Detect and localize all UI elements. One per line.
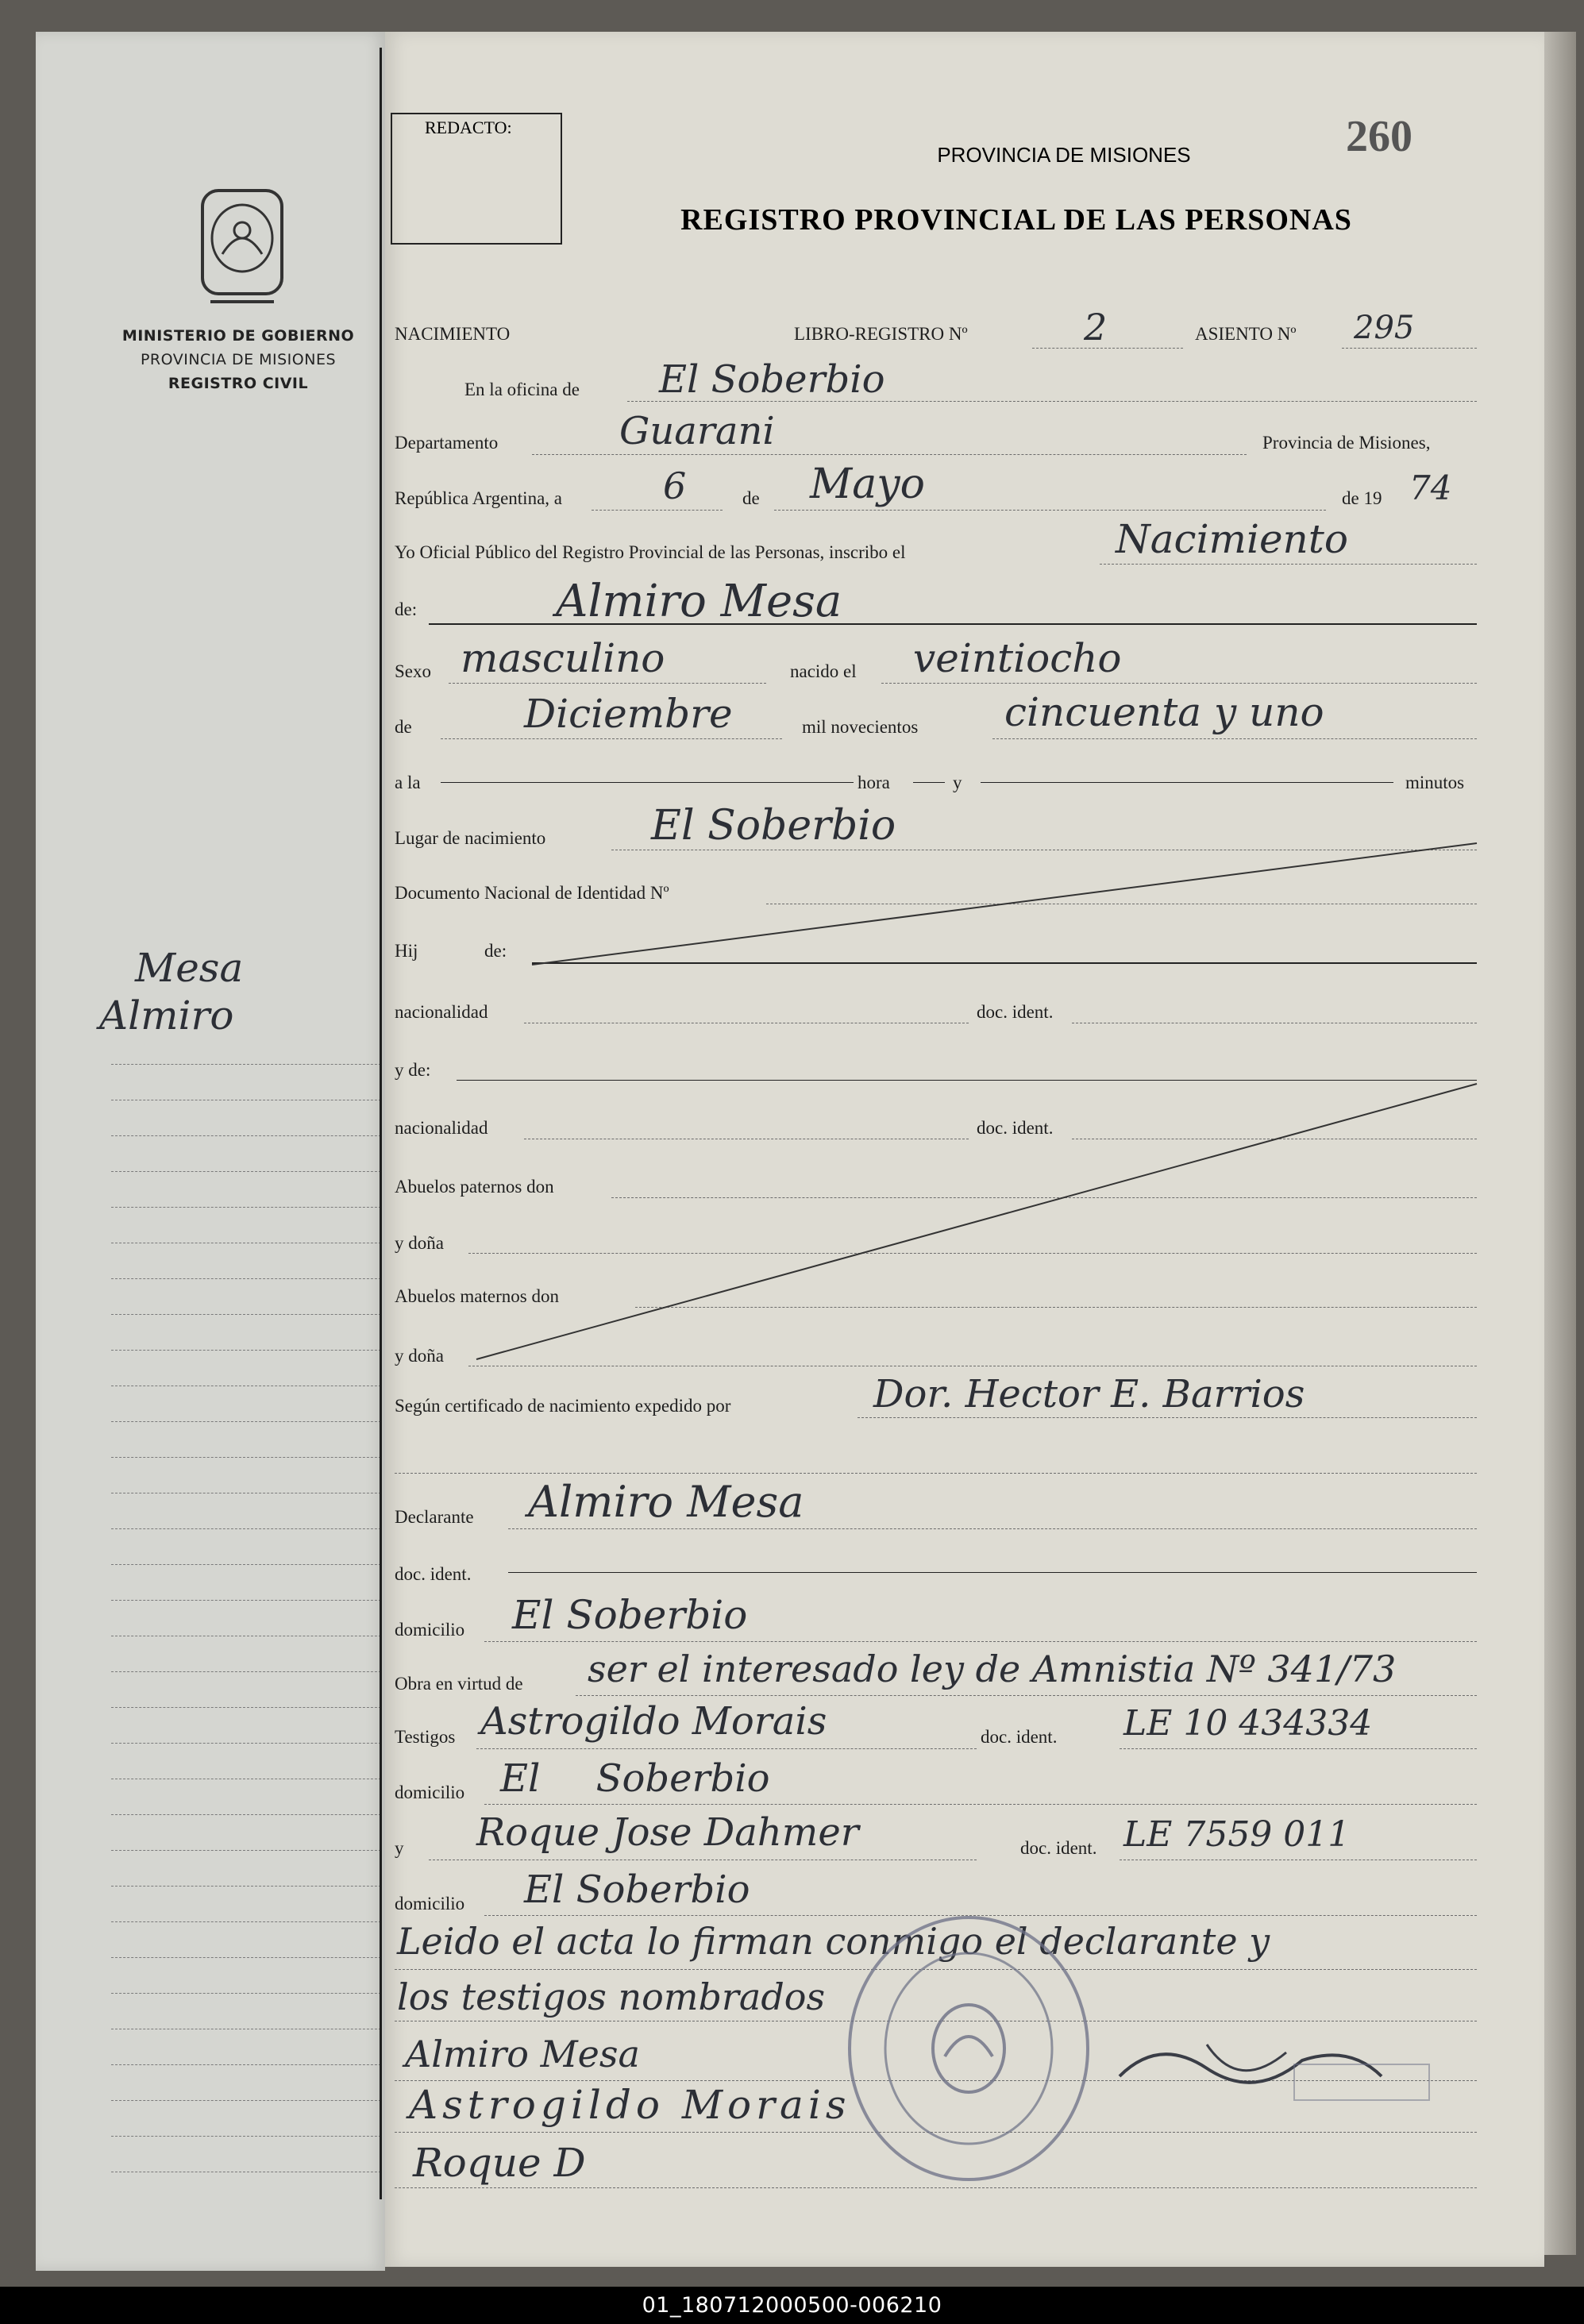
declarante-line — [508, 1528, 1477, 1529]
asiento-value: 295 — [1354, 310, 1415, 346]
ministry-province: PROVINCIA DE MISIONES — [140, 351, 337, 368]
docident-label: doc. ident. — [977, 1002, 1054, 1022]
testigo2-doc: LE 7559 011 — [1123, 1814, 1351, 1855]
de3-label: de — [395, 717, 412, 737]
closing-text-2: los testigos nombrados — [397, 1975, 826, 2018]
sexo-value: masculino — [461, 635, 665, 681]
margin-note-surname: Mesa — [135, 945, 244, 991]
page-number: 260 — [1346, 112, 1412, 161]
y2-label: y — [395, 1838, 404, 1858]
image-caption: 01_180712000500-006210 — [0, 2287, 1584, 2324]
docident2-label: doc. ident. — [977, 1118, 1054, 1138]
year-value: 74 — [1409, 468, 1452, 507]
ydona-label: y doña — [395, 1233, 444, 1253]
dni-label: Documento Nacional de Identidad Nº — [395, 883, 669, 903]
day-value: 6 — [663, 464, 687, 507]
departamento-value: Guarani — [619, 409, 775, 453]
lugar-value: El Soberbio — [651, 802, 896, 850]
abuelos-m-label: Abuelos maternos don — [395, 1286, 559, 1306]
obra-label: Obra en virtud de — [395, 1674, 523, 1694]
signature-testigo-1: Astrogildo Morais — [409, 2082, 851, 2128]
ministry-civil: REGISTRO CIVIL — [168, 375, 309, 392]
departamento-label: Departamento — [395, 433, 499, 453]
domicilio-label: domicilio — [395, 1620, 465, 1640]
ministry-title: MINISTERIO DE GOBIERNO — [121, 327, 355, 345]
docident3-label: doc. ident. — [395, 1564, 472, 1584]
docident4-label: doc. ident. — [981, 1727, 1058, 1747]
abuelos-p-label: Abuelos paternos don — [395, 1177, 554, 1197]
hora-label: hora — [858, 773, 890, 792]
sexo-label: Sexo — [395, 661, 431, 681]
domicilio3-label: domicilio — [395, 1894, 465, 1914]
y-label: y — [953, 773, 962, 792]
record-type: NACIMIENTO — [395, 324, 511, 344]
nacionalidad-label: nacionalidad — [395, 1002, 488, 1022]
obra-value: ser el interesado ley de Amnistia Nº 341/73 — [588, 1648, 1397, 1690]
testigo1-doc: LE 10 434334 — [1123, 1703, 1373, 1744]
asiento-label: ASIENTO Nº — [1195, 324, 1297, 344]
segun-line — [858, 1417, 1477, 1418]
testigo1-value: Astrogildo Morais — [480, 1699, 827, 1744]
year-label: de 19 — [1342, 488, 1382, 508]
testigos-label: Testigos — [395, 1727, 456, 1747]
lugar-label: Lugar de nacimiento — [395, 828, 546, 848]
yde-label: y de: — [395, 1060, 431, 1080]
libro-value: 2 — [1084, 306, 1108, 349]
mil-label: mil novecientos — [802, 717, 919, 737]
margin-note-name: Almiro — [99, 992, 234, 1039]
month-value: Mayo — [810, 461, 925, 508]
nacionalidad2-label: nacionalidad — [395, 1118, 488, 1138]
oficina-value: El Soberbio — [659, 357, 885, 402]
signature-declarante: Almiro Mesa — [405, 2033, 640, 2075]
sig-line-3 — [395, 2187, 1477, 2188]
signature-testigo-2: Roque D — [413, 2140, 586, 2186]
nacido-label: nacido el — [790, 661, 857, 681]
province-header: PROVINCIA DE MISIONES — [937, 143, 1191, 167]
domicilio-line — [484, 1641, 1477, 1642]
domicilio2-line — [484, 1804, 1477, 1805]
domicilio3-value: El Soberbio — [524, 1867, 750, 1912]
provincia-label: Provincia de Misiones, — [1262, 433, 1431, 453]
segun-value: Dor. Hector E. Barrios — [873, 1372, 1305, 1416]
mes-nac-value: Diciembre — [524, 691, 733, 737]
anio-nac-value: cincuenta y uno — [1004, 689, 1324, 735]
registry-title: REGISTRO PROVINCIAL DE LAS PERSONAS — [680, 203, 1352, 237]
inscribo-value: Nacimiento — [1116, 516, 1348, 562]
ydona2-label: y doña — [395, 1346, 444, 1366]
oficina-label: En la oficina de — [464, 380, 580, 399]
official-stamp-icon — [834, 1914, 1104, 2183]
ala-label: a la — [395, 773, 421, 792]
domicilio2-label: domicilio — [395, 1783, 465, 1802]
redacto-label: REDACTO: — [425, 118, 512, 137]
name-value: Almiro Mesa — [556, 576, 842, 627]
hij-label: Hij — [395, 941, 418, 961]
closing-text-1: Leido el acta lo firman conmigo el declarante y — [397, 1920, 1270, 1963]
testigo2-value: Roque Jose Dahmer — [476, 1810, 859, 1855]
de-label: de — [742, 488, 760, 508]
testigo1-doc-line — [1120, 1748, 1477, 1749]
docident3-line — [508, 1572, 1477, 1573]
segun-line-2 — [395, 1473, 1477, 1474]
segun-label: Según certificado de nacimiento expedido por — [395, 1396, 731, 1416]
nacido-value: veintiocho — [913, 635, 1122, 681]
hij-de-label: de: — [484, 941, 507, 961]
domicilio2-value: El Soberbio — [500, 1756, 770, 1801]
declarante-label: Declarante — [395, 1507, 474, 1527]
republica-label: República Argentina, a — [395, 488, 562, 508]
testigo1-line — [476, 1748, 977, 1749]
libro-label: LIBRO-REGISTRO Nº — [794, 324, 968, 344]
de2-label: de: — [395, 599, 418, 619]
minutos-label: minutos — [1405, 773, 1465, 792]
domicilio-value: El Soberbio — [512, 1592, 748, 1638]
official-signature-icon — [1112, 2021, 1445, 2116]
yo-label: Yo Oficial Público del Registro Provincial de las Personas, inscribo el — [395, 542, 906, 562]
declarante-value: Almiro Mesa — [528, 1477, 804, 1527]
obra-line — [576, 1695, 1477, 1696]
docident5-label: doc. ident. — [1020, 1838, 1097, 1858]
